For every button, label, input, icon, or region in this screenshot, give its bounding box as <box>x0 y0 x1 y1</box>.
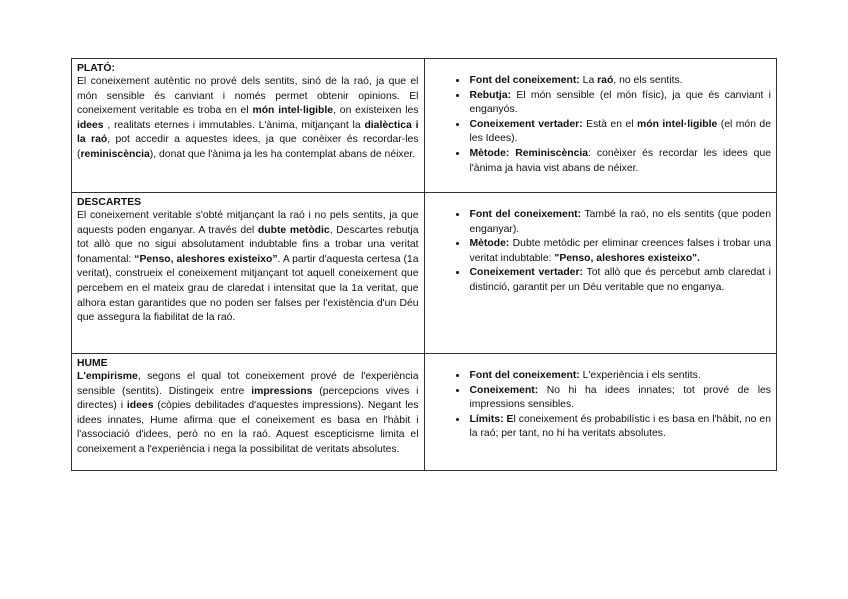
text-run: : conèixer és recordar les idees que l'ànima ja havia vist abans de néixer. <box>469 147 772 174</box>
emphasis-text: dialèctica i la raó <box>77 119 419 146</box>
emphasis-text: Font del coneixement: <box>469 209 582 220</box>
text-run: , realitats eternes i immutables. L'ànima, mitjançant la <box>103 119 365 131</box>
hume-point <box>468 369 772 384</box>
emphasis-text: Mètode: <box>469 238 510 250</box>
emphasis-text: raó <box>597 75 614 86</box>
descartes-summary-text <box>77 209 419 326</box>
hume-summary-cell <box>72 354 425 471</box>
emphasis-text: Coneixement: <box>469 384 539 396</box>
hume-summary-text <box>77 370 419 458</box>
text-run: Està en el <box>582 118 638 130</box>
text-run: També la raó, no els sentits (que poden enganyar). <box>469 209 771 235</box>
plato-points-list <box>430 74 772 176</box>
text-run: , segons el qual tot coneixement prové de l'experiència sensible (sentits). Distingeix entre <box>77 371 419 397</box>
plato-points-cell <box>424 59 777 193</box>
text-run: El coneixement autèntic no prové dels sentits, sinó de la raó, ja que el món sensible és canviant i només permet obtenir opinions. El coneixement veritable es troba en el <box>77 76 419 117</box>
emphasis-text: Rebutja: <box>469 89 512 101</box>
plato-point <box>468 74 772 89</box>
text-run: L'experiència i els sentits. <box>579 370 701 381</box>
hume-point <box>468 413 772 442</box>
emphasis-text: Coneixement vertader: <box>469 267 583 279</box>
text-run: , no els sentits. <box>613 75 683 86</box>
hume-point <box>468 384 772 413</box>
section-title-hume: HUME <box>77 358 108 369</box>
emphasis-text: Coneixement vertader: <box>469 118 583 130</box>
text-run: (percepcions vives i directes) i <box>77 385 419 412</box>
table-row-hume <box>72 354 777 471</box>
emphasis-text: Font del coneixement: <box>469 75 580 86</box>
plato-point <box>468 89 772 118</box>
text-run: La <box>579 75 598 86</box>
emphasis-text: L'empirisme <box>77 371 138 382</box>
text-run: Dubte metòdic per eliminar creences falses i trobar una veritat indubtable: <box>469 238 771 264</box>
emphasis-text: reminiscència <box>80 148 150 160</box>
plato-summary-cell <box>72 59 425 193</box>
section-title-plato: PLATÓ: <box>77 63 115 74</box>
section-title-descartes: DESCARTES <box>77 197 142 208</box>
text-run: , Descartes rebutja tot allò que no sigui absolutament indubtable fins a trobar una veritat fonamental: <box>77 224 419 265</box>
emphasis-text: impressions <box>251 385 313 397</box>
hume-points-cell <box>424 354 777 471</box>
text-run: No hi ha idees innates; tot prové de les impressions sensibles. <box>469 384 771 411</box>
emphasis-text: món intel·ligible <box>252 105 334 117</box>
descartes-point <box>468 237 772 266</box>
text-run: , on existeixen les <box>333 105 419 117</box>
emphasis-text: idees <box>77 119 104 131</box>
text-run: , pot accedir a aquestes idees, ja que conèixer és recordar-les ( <box>77 134 419 160</box>
text-run: Tot allò que és percebut amb claredat i distinció, garantit per un Déu veritable que no enganya. <box>469 267 771 293</box>
emphasis-text: Mètode: Reminiscència <box>469 147 589 159</box>
emphasis-text: “Penso, aleshores existeixo” <box>134 253 278 265</box>
table-row-descartes <box>72 193 777 354</box>
text-run: ), donat que l'ànima ja les ha contemplat abans de néixer. <box>149 148 416 160</box>
text-run: l coneixement és probabilístic i es basa en l'hàbit, no en la raó; per tant, no hi ha veritats absolutes. <box>469 413 771 440</box>
plato-point <box>468 118 772 147</box>
text-run: (el món de les Idees). <box>469 118 771 145</box>
emphasis-text: "Penso, aleshores existeixo". <box>554 252 700 264</box>
plato-point <box>468 147 772 176</box>
text-run: . A partir d'aquesta certesa (1a veritat), construeix el coneixement mitjançant tot aquell coneixement que percebem en el mateix grau de claredat i intensitat que la 1a veritat, que alhora estan garantides que no poden ser falses per l'existència d'un Déu que assegura la fiabilitat de la raó. <box>77 253 419 324</box>
emphasis-text: món intel·ligible <box>637 118 718 130</box>
descartes-point <box>468 208 772 237</box>
descartes-summary-cell <box>72 193 425 354</box>
emphasis-text: idees <box>126 400 154 412</box>
hume-points-list <box>430 369 772 442</box>
text-run: (còpies debilitades d'aquestes impressions). Negant les idees innates, Hume afirma que el coneixement es basa en l'hàbit i l'associació d'idees, però no en la raó. Aquest escepticisme limita el coneixement a l'experiència i nega la possibilitat de veritats absolutes. <box>77 400 419 455</box>
philosophers-table <box>71 58 777 471</box>
descartes-points-list <box>430 208 772 296</box>
emphasis-text: dubte metòdic <box>257 224 330 236</box>
emphasis-text: Límits: E <box>469 413 514 425</box>
table-row-plato <box>72 59 777 193</box>
plato-summary-text <box>77 75 419 163</box>
text-run: El món sensible (el món físic), ja que és canviant i enganyós. <box>469 89 771 116</box>
descartes-point <box>468 266 772 295</box>
text-run: El coneixement veritable s'obté mitjançant la raó i no pels sentits, ja que aquests poden enganyar. A través del <box>77 210 419 236</box>
emphasis-text: Font del coneixement: <box>469 370 580 381</box>
descartes-points-cell <box>424 193 777 354</box>
